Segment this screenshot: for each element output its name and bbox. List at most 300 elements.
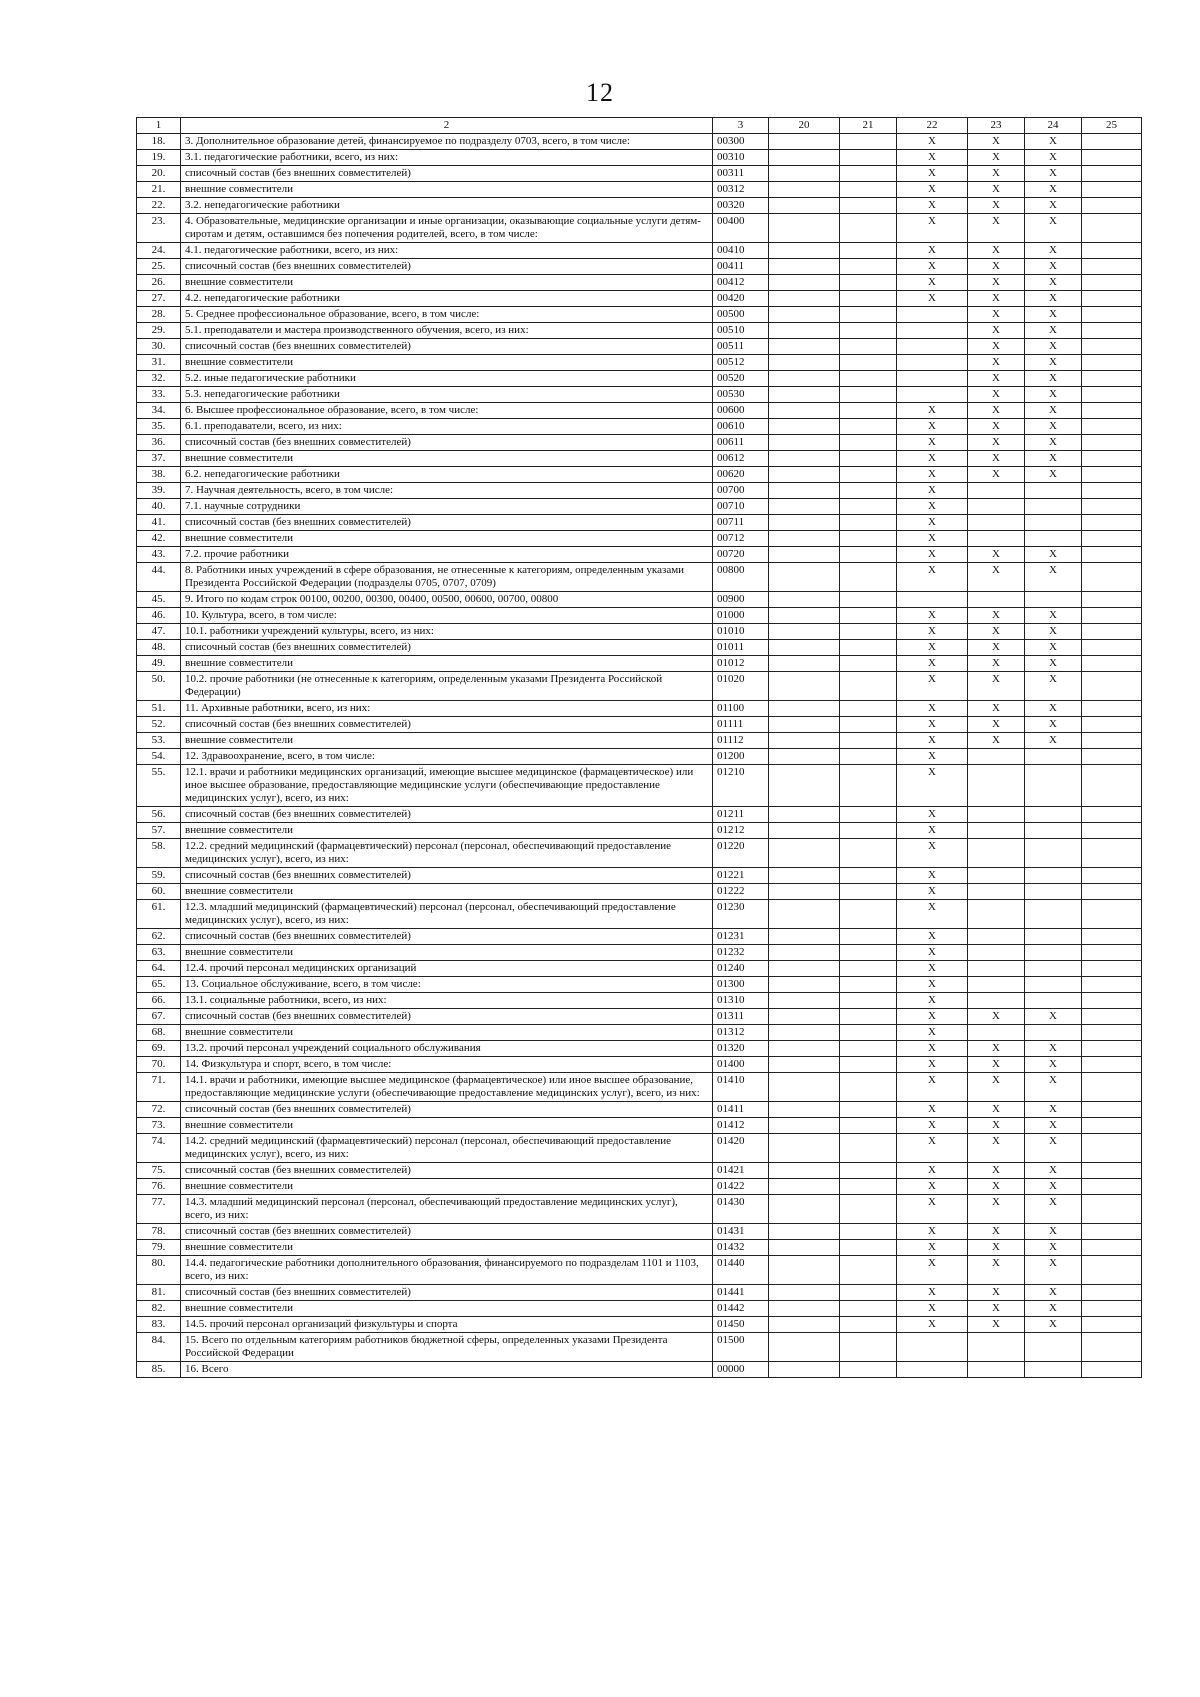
cell-col-22: X bbox=[897, 467, 968, 483]
row-code: 01112 bbox=[713, 733, 769, 749]
cell-col-22: X bbox=[897, 749, 968, 765]
cell-col-22: X bbox=[897, 451, 968, 467]
row-label: 7. Научная деятельность, всего, в том числе: bbox=[181, 483, 713, 499]
cell-col-24: X bbox=[1025, 1073, 1082, 1102]
cell-col-25 bbox=[1082, 166, 1142, 182]
cell-col-25 bbox=[1082, 339, 1142, 355]
row-label: списочный состав (без внешних совместителей) bbox=[181, 1285, 713, 1301]
cell-col-23 bbox=[968, 807, 1025, 823]
row-number: 44. bbox=[137, 563, 181, 592]
table-row bbox=[137, 765, 1142, 807]
cell-col-25 bbox=[1082, 1317, 1142, 1333]
cell-col-23 bbox=[968, 993, 1025, 1009]
row-label: 5.1. преподаватели и мастера производственного обучения, всего, из них: bbox=[181, 323, 713, 339]
cell-col-20 bbox=[769, 275, 840, 291]
cell-col-22: X bbox=[897, 1256, 968, 1285]
row-label: 5. Среднее профессиональное образование, всего, в том числе: bbox=[181, 307, 713, 323]
cell-col-25 bbox=[1082, 1025, 1142, 1041]
cell-col-25 bbox=[1082, 1134, 1142, 1163]
cell-col-23: X bbox=[968, 150, 1025, 166]
cell-col-22: X bbox=[897, 1118, 968, 1134]
row-number: 27. bbox=[137, 291, 181, 307]
cell-col-21 bbox=[840, 1057, 897, 1073]
row-code: 00612 bbox=[713, 451, 769, 467]
table-row bbox=[137, 717, 1142, 733]
table-row bbox=[137, 198, 1142, 214]
cell-col-24: X bbox=[1025, 717, 1082, 733]
cell-col-22: X bbox=[897, 993, 968, 1009]
cell-col-22: X bbox=[897, 1009, 968, 1025]
column-header: 3 bbox=[713, 118, 769, 134]
row-code: 00420 bbox=[713, 291, 769, 307]
column-header: 2 bbox=[181, 118, 713, 134]
table-row bbox=[137, 451, 1142, 467]
row-code: 01320 bbox=[713, 1041, 769, 1057]
cell-col-22: X bbox=[897, 1163, 968, 1179]
row-number: 77. bbox=[137, 1195, 181, 1224]
table-row bbox=[137, 323, 1142, 339]
cell-col-25 bbox=[1082, 640, 1142, 656]
cell-col-20 bbox=[769, 807, 840, 823]
row-number: 74. bbox=[137, 1134, 181, 1163]
cell-col-21 bbox=[840, 868, 897, 884]
table-row bbox=[137, 371, 1142, 387]
cell-col-24: X bbox=[1025, 355, 1082, 371]
table-row bbox=[137, 1009, 1142, 1025]
cell-col-22: X bbox=[897, 1102, 968, 1118]
cell-col-24 bbox=[1025, 483, 1082, 499]
table-row bbox=[137, 823, 1142, 839]
cell-col-23: X bbox=[968, 1134, 1025, 1163]
cell-col-20 bbox=[769, 483, 840, 499]
cell-col-24: X bbox=[1025, 547, 1082, 563]
row-code: 01231 bbox=[713, 929, 769, 945]
column-header: 1 bbox=[137, 118, 181, 134]
cell-col-22: X bbox=[897, 435, 968, 451]
cell-col-23: X bbox=[968, 1317, 1025, 1333]
cell-col-20 bbox=[769, 1009, 840, 1025]
cell-col-23: X bbox=[968, 1073, 1025, 1102]
table-row bbox=[137, 624, 1142, 640]
cell-col-23: X bbox=[968, 1041, 1025, 1057]
row-number: 49. bbox=[137, 656, 181, 672]
cell-col-20 bbox=[769, 1025, 840, 1041]
row-label: 5.3. непедагогические работники bbox=[181, 387, 713, 403]
row-code: 00410 bbox=[713, 243, 769, 259]
table-row bbox=[137, 1256, 1142, 1285]
cell-col-24 bbox=[1025, 945, 1082, 961]
column-header: 25 bbox=[1082, 118, 1142, 134]
row-code: 01311 bbox=[713, 1009, 769, 1025]
cell-col-20 bbox=[769, 563, 840, 592]
table-row bbox=[137, 900, 1142, 929]
cell-col-21 bbox=[840, 1317, 897, 1333]
cell-col-24: X bbox=[1025, 1134, 1082, 1163]
row-number: 75. bbox=[137, 1163, 181, 1179]
cell-col-22: X bbox=[897, 945, 968, 961]
row-code: 01442 bbox=[713, 1301, 769, 1317]
cell-col-21 bbox=[840, 823, 897, 839]
table-row bbox=[137, 435, 1142, 451]
cell-col-24 bbox=[1025, 592, 1082, 608]
cell-col-23: X bbox=[968, 1009, 1025, 1025]
row-label: 12.2. средний медицинский (фармацевтический) персонал (персонал, обеспечивающий предоставление медицинских услуг), всего, из них: bbox=[181, 839, 713, 868]
cell-col-22: X bbox=[897, 150, 968, 166]
row-number: 46. bbox=[137, 608, 181, 624]
cell-col-24 bbox=[1025, 961, 1082, 977]
cell-col-25 bbox=[1082, 499, 1142, 515]
cell-col-23: X bbox=[968, 608, 1025, 624]
row-label: 13.1. социальные работники, всего, из них: bbox=[181, 993, 713, 1009]
cell-col-23: X bbox=[968, 733, 1025, 749]
row-label: 13.2. прочий персонал учреждений социального обслуживания bbox=[181, 1041, 713, 1057]
row-code: 01410 bbox=[713, 1073, 769, 1102]
column-header: 22 bbox=[897, 118, 968, 134]
cell-col-22 bbox=[897, 355, 968, 371]
cell-col-24 bbox=[1025, 868, 1082, 884]
row-label: 4.1. педагогические работники, всего, из них: bbox=[181, 243, 713, 259]
cell-col-24: X bbox=[1025, 733, 1082, 749]
cell-col-23: X bbox=[968, 1179, 1025, 1195]
cell-col-24 bbox=[1025, 1333, 1082, 1362]
cell-col-25 bbox=[1082, 563, 1142, 592]
table-row bbox=[137, 945, 1142, 961]
cell-col-22 bbox=[897, 1362, 968, 1378]
row-label: внешние совместители bbox=[181, 1179, 713, 1195]
row-code: 01220 bbox=[713, 839, 769, 868]
table-row bbox=[137, 150, 1142, 166]
row-label: 11. Архивные работники, всего, из них: bbox=[181, 701, 713, 717]
cell-col-23 bbox=[968, 961, 1025, 977]
table-row bbox=[137, 884, 1142, 900]
row-number: 36. bbox=[137, 435, 181, 451]
cell-col-25 bbox=[1082, 435, 1142, 451]
cell-col-24 bbox=[1025, 884, 1082, 900]
row-code: 00400 bbox=[713, 214, 769, 243]
row-label: внешние совместители bbox=[181, 884, 713, 900]
row-code: 00700 bbox=[713, 483, 769, 499]
row-code: 01111 bbox=[713, 717, 769, 733]
cell-col-22: X bbox=[897, 1317, 968, 1333]
cell-col-24: X bbox=[1025, 182, 1082, 198]
cell-col-22: X bbox=[897, 608, 968, 624]
cell-col-23: X bbox=[968, 275, 1025, 291]
cell-col-20 bbox=[769, 1041, 840, 1057]
staff-statistics-table bbox=[136, 117, 1142, 1378]
table-row bbox=[137, 1163, 1142, 1179]
table-row bbox=[137, 243, 1142, 259]
cell-col-20 bbox=[769, 717, 840, 733]
cell-col-20 bbox=[769, 1102, 840, 1118]
cell-col-21 bbox=[840, 355, 897, 371]
cell-col-21 bbox=[840, 291, 897, 307]
cell-col-21 bbox=[840, 451, 897, 467]
row-number: 72. bbox=[137, 1102, 181, 1118]
row-label: внешние совместители bbox=[181, 823, 713, 839]
cell-col-24: X bbox=[1025, 1301, 1082, 1317]
row-label: 7.1. научные сотрудники bbox=[181, 499, 713, 515]
cell-col-22: X bbox=[897, 182, 968, 198]
row-number: 67. bbox=[137, 1009, 181, 1025]
table-row bbox=[137, 807, 1142, 823]
cell-col-20 bbox=[769, 467, 840, 483]
cell-col-24: X bbox=[1025, 1102, 1082, 1118]
cell-col-23: X bbox=[968, 182, 1025, 198]
cell-col-22: X bbox=[897, 900, 968, 929]
cell-col-24 bbox=[1025, 749, 1082, 765]
cell-col-21 bbox=[840, 403, 897, 419]
cell-col-22 bbox=[897, 339, 968, 355]
table-body bbox=[137, 134, 1142, 1378]
cell-col-24: X bbox=[1025, 1317, 1082, 1333]
table-row bbox=[137, 608, 1142, 624]
cell-col-22: X bbox=[897, 531, 968, 547]
cell-col-25 bbox=[1082, 1057, 1142, 1073]
cell-col-21 bbox=[840, 166, 897, 182]
row-number: 24. bbox=[137, 243, 181, 259]
cell-col-21 bbox=[840, 900, 897, 929]
cell-col-25 bbox=[1082, 198, 1142, 214]
table-row bbox=[137, 339, 1142, 355]
cell-col-24: X bbox=[1025, 291, 1082, 307]
cell-col-22 bbox=[897, 387, 968, 403]
table-row bbox=[137, 515, 1142, 531]
cell-col-20 bbox=[769, 403, 840, 419]
cell-col-23: X bbox=[968, 387, 1025, 403]
row-label: 14. Физкультура и спорт, всего, в том числе: bbox=[181, 1057, 713, 1073]
cell-col-25 bbox=[1082, 467, 1142, 483]
cell-col-20 bbox=[769, 640, 840, 656]
row-number: 41. bbox=[137, 515, 181, 531]
row-code: 00511 bbox=[713, 339, 769, 355]
row-number: 60. bbox=[137, 884, 181, 900]
cell-col-25 bbox=[1082, 884, 1142, 900]
table-row bbox=[137, 1333, 1142, 1362]
cell-col-21 bbox=[840, 1240, 897, 1256]
cell-col-20 bbox=[769, 1163, 840, 1179]
cell-col-23 bbox=[968, 929, 1025, 945]
cell-col-20 bbox=[769, 823, 840, 839]
cell-col-21 bbox=[840, 134, 897, 150]
row-number: 33. bbox=[137, 387, 181, 403]
cell-col-24 bbox=[1025, 1025, 1082, 1041]
cell-col-22: X bbox=[897, 214, 968, 243]
cell-col-24: X bbox=[1025, 371, 1082, 387]
row-number: 35. bbox=[137, 419, 181, 435]
cell-col-20 bbox=[769, 451, 840, 467]
cell-col-21 bbox=[840, 1102, 897, 1118]
table-row bbox=[137, 1362, 1142, 1378]
row-number: 40. bbox=[137, 499, 181, 515]
row-code: 00311 bbox=[713, 166, 769, 182]
cell-col-21 bbox=[840, 1285, 897, 1301]
cell-col-25 bbox=[1082, 1102, 1142, 1118]
cell-col-24: X bbox=[1025, 419, 1082, 435]
cell-col-25 bbox=[1082, 1333, 1142, 1362]
row-code: 01211 bbox=[713, 807, 769, 823]
cell-col-24 bbox=[1025, 929, 1082, 945]
table-row bbox=[137, 403, 1142, 419]
cell-col-25 bbox=[1082, 547, 1142, 563]
row-label: 9. Итого по кодам строк 00100, 00200, 00300, 00400, 00500, 00600, 00700, 00800 bbox=[181, 592, 713, 608]
cell-col-20 bbox=[769, 291, 840, 307]
row-label: внешние совместители bbox=[181, 733, 713, 749]
row-number: 26. bbox=[137, 275, 181, 291]
column-header: 20 bbox=[769, 118, 840, 134]
cell-col-25 bbox=[1082, 1179, 1142, 1195]
cell-col-25 bbox=[1082, 451, 1142, 467]
cell-col-22: X bbox=[897, 1179, 968, 1195]
cell-col-23: X bbox=[968, 403, 1025, 419]
cell-col-22: X bbox=[897, 259, 968, 275]
cell-col-23: X bbox=[968, 435, 1025, 451]
row-code: 00800 bbox=[713, 563, 769, 592]
row-label: списочный состав (без внешних совместителей) bbox=[181, 166, 713, 182]
cell-col-20 bbox=[769, 1317, 840, 1333]
cell-col-23: X bbox=[968, 1256, 1025, 1285]
table-row bbox=[137, 467, 1142, 483]
cell-col-21 bbox=[840, 307, 897, 323]
row-label: 6.1. преподаватели, всего, из них: bbox=[181, 419, 713, 435]
cell-col-20 bbox=[769, 868, 840, 884]
cell-col-24: X bbox=[1025, 323, 1082, 339]
cell-col-23: X bbox=[968, 1224, 1025, 1240]
cell-col-24: X bbox=[1025, 307, 1082, 323]
cell-col-21 bbox=[840, 839, 897, 868]
cell-col-23: X bbox=[968, 166, 1025, 182]
cell-col-24: X bbox=[1025, 1224, 1082, 1240]
table-row bbox=[137, 275, 1142, 291]
cell-col-22: X bbox=[897, 839, 968, 868]
table-row bbox=[137, 166, 1142, 182]
row-code: 01431 bbox=[713, 1224, 769, 1240]
row-number: 21. bbox=[137, 182, 181, 198]
cell-col-25 bbox=[1082, 150, 1142, 166]
cell-col-25 bbox=[1082, 275, 1142, 291]
cell-col-20 bbox=[769, 198, 840, 214]
cell-col-20 bbox=[769, 134, 840, 150]
row-number: 71. bbox=[137, 1073, 181, 1102]
table-row bbox=[137, 182, 1142, 198]
cell-col-20 bbox=[769, 701, 840, 717]
row-label: 14.2. средний медицинский (фармацевтический) персонал (персонал, обеспечивающий предоставление медицинских услуг), всего, из них: bbox=[181, 1134, 713, 1163]
row-label: списочный состав (без внешних совместителей) bbox=[181, 515, 713, 531]
table-row bbox=[137, 1179, 1142, 1195]
table-row bbox=[137, 749, 1142, 765]
table-row bbox=[137, 672, 1142, 701]
row-label: 8. Работники иных учреждений в сфере образования, не отнесенные к категориям, определенным указами Президента Российской Федерации (подразделы 0705, 0707, 0709) bbox=[181, 563, 713, 592]
cell-col-21 bbox=[840, 733, 897, 749]
cell-col-21 bbox=[840, 1224, 897, 1240]
cell-col-23: X bbox=[968, 701, 1025, 717]
cell-col-23: X bbox=[968, 1102, 1025, 1118]
cell-col-21 bbox=[840, 1195, 897, 1224]
cell-col-24: X bbox=[1025, 1179, 1082, 1195]
row-code: 00611 bbox=[713, 435, 769, 451]
cell-col-20 bbox=[769, 1195, 840, 1224]
table-row bbox=[137, 640, 1142, 656]
cell-col-24: X bbox=[1025, 1041, 1082, 1057]
cell-col-21 bbox=[840, 592, 897, 608]
row-code: 01420 bbox=[713, 1134, 769, 1163]
cell-col-21 bbox=[840, 150, 897, 166]
cell-col-23 bbox=[968, 945, 1025, 961]
cell-col-21 bbox=[840, 243, 897, 259]
cell-col-24 bbox=[1025, 839, 1082, 868]
row-number: 83. bbox=[137, 1317, 181, 1333]
cell-col-23: X bbox=[968, 656, 1025, 672]
cell-col-24 bbox=[1025, 499, 1082, 515]
cell-col-23 bbox=[968, 1333, 1025, 1362]
cell-col-24: X bbox=[1025, 1009, 1082, 1025]
row-number: 28. bbox=[137, 307, 181, 323]
cell-col-25 bbox=[1082, 656, 1142, 672]
row-code: 01212 bbox=[713, 823, 769, 839]
cell-col-20 bbox=[769, 884, 840, 900]
cell-col-23: X bbox=[968, 1285, 1025, 1301]
cell-col-25 bbox=[1082, 823, 1142, 839]
cell-col-22: X bbox=[897, 733, 968, 749]
row-code: 01432 bbox=[713, 1240, 769, 1256]
cell-col-24: X bbox=[1025, 198, 1082, 214]
cell-col-25 bbox=[1082, 419, 1142, 435]
row-code: 00620 bbox=[713, 467, 769, 483]
cell-col-22: X bbox=[897, 275, 968, 291]
cell-col-22: X bbox=[897, 515, 968, 531]
row-number: 54. bbox=[137, 749, 181, 765]
cell-col-25 bbox=[1082, 945, 1142, 961]
row-code: 01440 bbox=[713, 1256, 769, 1285]
row-number: 22. bbox=[137, 198, 181, 214]
cell-col-21 bbox=[840, 1333, 897, 1362]
row-code: 01012 bbox=[713, 656, 769, 672]
cell-col-25 bbox=[1082, 929, 1142, 945]
cell-col-25 bbox=[1082, 1163, 1142, 1179]
cell-col-22 bbox=[897, 1333, 968, 1362]
cell-col-22: X bbox=[897, 291, 968, 307]
cell-col-20 bbox=[769, 339, 840, 355]
table-row bbox=[137, 1057, 1142, 1073]
cell-col-24: X bbox=[1025, 451, 1082, 467]
table-row bbox=[137, 1224, 1142, 1240]
cell-col-25 bbox=[1082, 259, 1142, 275]
cell-col-22: X bbox=[897, 1134, 968, 1163]
cell-col-25 bbox=[1082, 1240, 1142, 1256]
cell-col-22: X bbox=[897, 977, 968, 993]
cell-col-25 bbox=[1082, 1256, 1142, 1285]
cell-col-21 bbox=[840, 993, 897, 1009]
cell-col-20 bbox=[769, 419, 840, 435]
cell-col-21 bbox=[840, 608, 897, 624]
row-code: 00711 bbox=[713, 515, 769, 531]
cell-col-24: X bbox=[1025, 1195, 1082, 1224]
cell-col-22: X bbox=[897, 499, 968, 515]
cell-col-20 bbox=[769, 166, 840, 182]
table-row bbox=[137, 1301, 1142, 1317]
row-label: списочный состав (без внешних совместителей) bbox=[181, 868, 713, 884]
cell-col-21 bbox=[840, 656, 897, 672]
row-code: 00512 bbox=[713, 355, 769, 371]
table-row bbox=[137, 499, 1142, 515]
cell-col-21 bbox=[840, 259, 897, 275]
cell-col-20 bbox=[769, 259, 840, 275]
cell-col-24: X bbox=[1025, 467, 1082, 483]
cell-col-21 bbox=[840, 977, 897, 993]
row-label: 6.2. непедагогические работники bbox=[181, 467, 713, 483]
row-label: внешние совместители bbox=[181, 656, 713, 672]
row-label: 14.1. врачи и работники, имеющие высшее медицинское (фармацевтическое) или иное высшее образование, предоставляющие медицинские услуги (обеспечивающие предоставление медицинских услуг), всего, из них: bbox=[181, 1073, 713, 1102]
row-label: списочный состав (без внешних совместителей) bbox=[181, 1009, 713, 1025]
